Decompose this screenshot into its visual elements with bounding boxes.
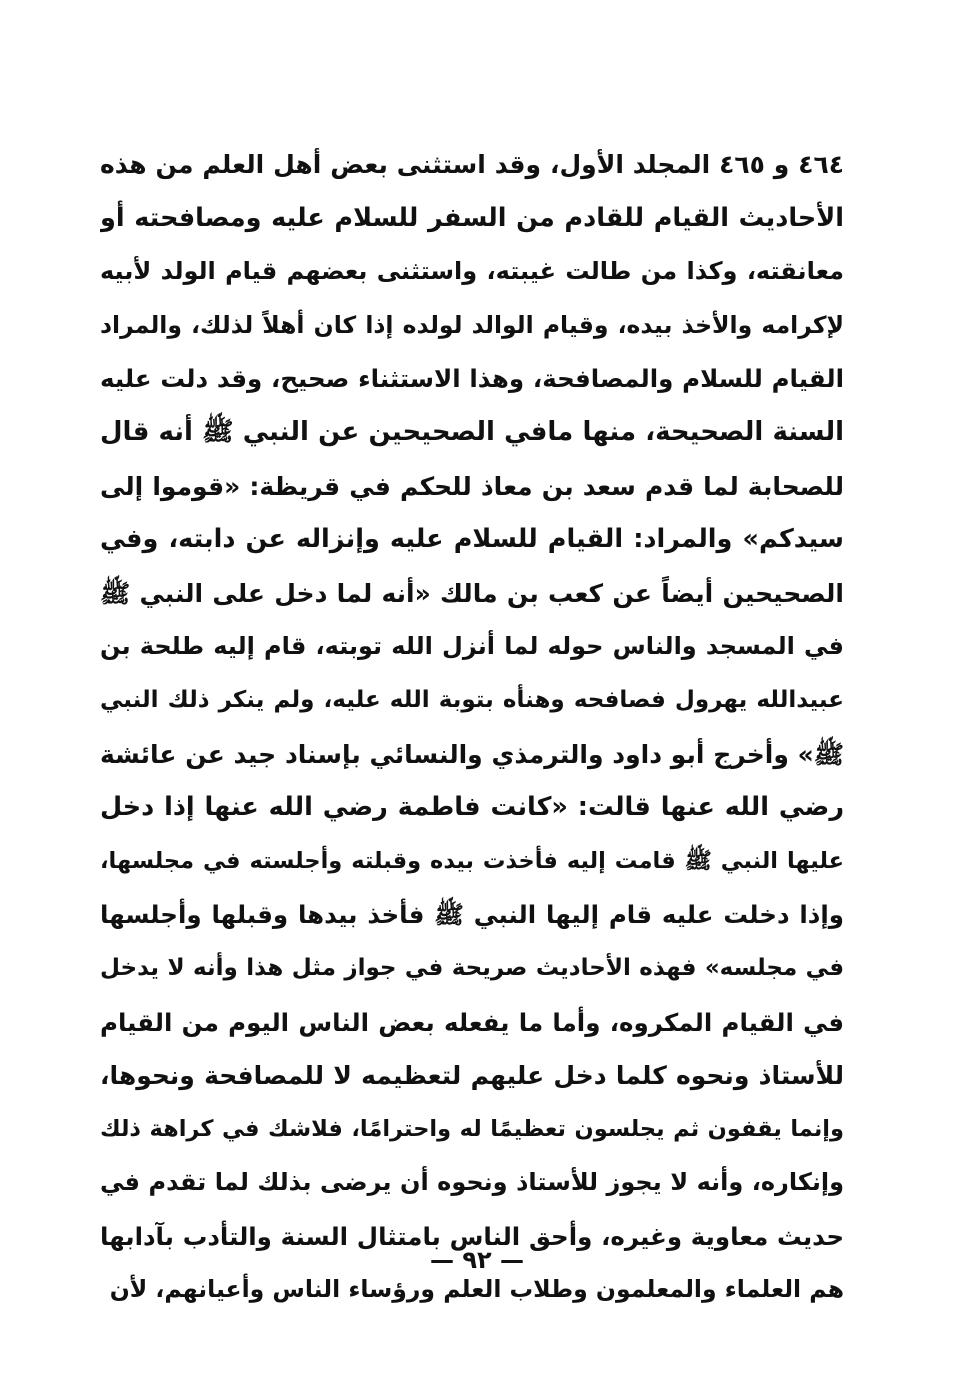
text-line-12: ﷺ» وأخرج أبو داود والترمذي والنسائي بإسناد جيد عن عائشة <box>100 739 844 769</box>
text-line-6: السنة الصحيحة، منها مافي الصحيحين عن النبي ﷺ أنه قال <box>100 416 844 447</box>
text-line-15: وإذا دخلت عليه قام إليها النبي ﷺ فأخذ بيدها وقبلها وأجلسها <box>100 900 844 930</box>
text-line-4: لإكرامه والأخذ بيده، وقيام الوالد لولده إذا كان أهلاً لذلك، والمراد <box>100 310 844 339</box>
text-line-14: عليها النبي ﷺ قامت إليه فأخذت بيده وقبلته وأجلسته في مجلسها، <box>100 847 844 874</box>
text-line-10: في المسجد والناس حوله لما أنزل الله توبته، قام إليه طلحة بن <box>100 632 844 661</box>
text-line-17: في القيام المكروه، وأما ما يفعله بعض الناس اليوم من القيام <box>100 1007 844 1037</box>
text-line-5: القيام للسلام والمصافحة، وهذا الاستثناء صحيح، وقد دلت عليه <box>100 364 844 394</box>
text-line-13: رضي الله عنها قالت: «كانت فاطمة رضي الله عنها إذا دخل <box>100 792 844 823</box>
text-line-3: معانقته، وكذا من طالت غيبته، واستثنى بعضهم قيام الولد لأبيه <box>100 257 844 286</box>
text-line-11: عبيدالله يهرول فصافحه وهنأه بتوبة الله عليه، ولم ينكر ذلك النبي <box>100 686 844 713</box>
text-line-19: وإنما يقفون ثم يجلسون تعظيمًا له واحترامًا، فلاشك في كراهة ذلك <box>100 1115 844 1142</box>
body-text <box>100 138 844 1317</box>
text-line-2: الأحاديث القيام للقادم من السفر للسلام عليه ومصافحته أو <box>100 202 844 233</box>
text-line-18: للأستاذ ونحوه كلما دخل عليهم لتعظيمه لا للمصافحة ونحوها، <box>100 1061 844 1091</box>
page-number: — ٩٢ — <box>429 1246 524 1274</box>
text-line-20: وإنكاره، وأنه لا يجوز للأستاذ ونحوه أن يرضى بذلك لما تقدم في <box>100 1168 844 1197</box>
text-line-9: الصحيحين أيضاً عن كعب بن مالك «أنه لما دخل على النبي ﷺ <box>100 578 844 608</box>
text-line-22: هم العلماء والمعلمون وطلاب العلم ورؤساء الناس وأعيانهم، لأن <box>109 1275 844 1304</box>
text-line-21: حديث معاوية وغيره، وأحق الناس بامتثال السنة والتأدب بآدابها <box>100 1221 844 1251</box>
text-line-7: للصحابة لما قدم سعد بن معاذ للحكم في قريظة: «قوموا إلى <box>100 471 844 501</box>
text-line-1: ٤٦٤ و ٤٦٥ المجلد الأول، وقد استثنى بعض أهل العلم من هذه <box>100 150 844 179</box>
text-line-8: سيدكم» والمراد: القيام للسلام عليه وإنزاله عن دابته، وفي <box>100 524 844 555</box>
text-line-16: في مجلسه» فهذه الأحاديث صريحة في جواز مثل هذا وأنه لا يدخل <box>100 954 844 981</box>
